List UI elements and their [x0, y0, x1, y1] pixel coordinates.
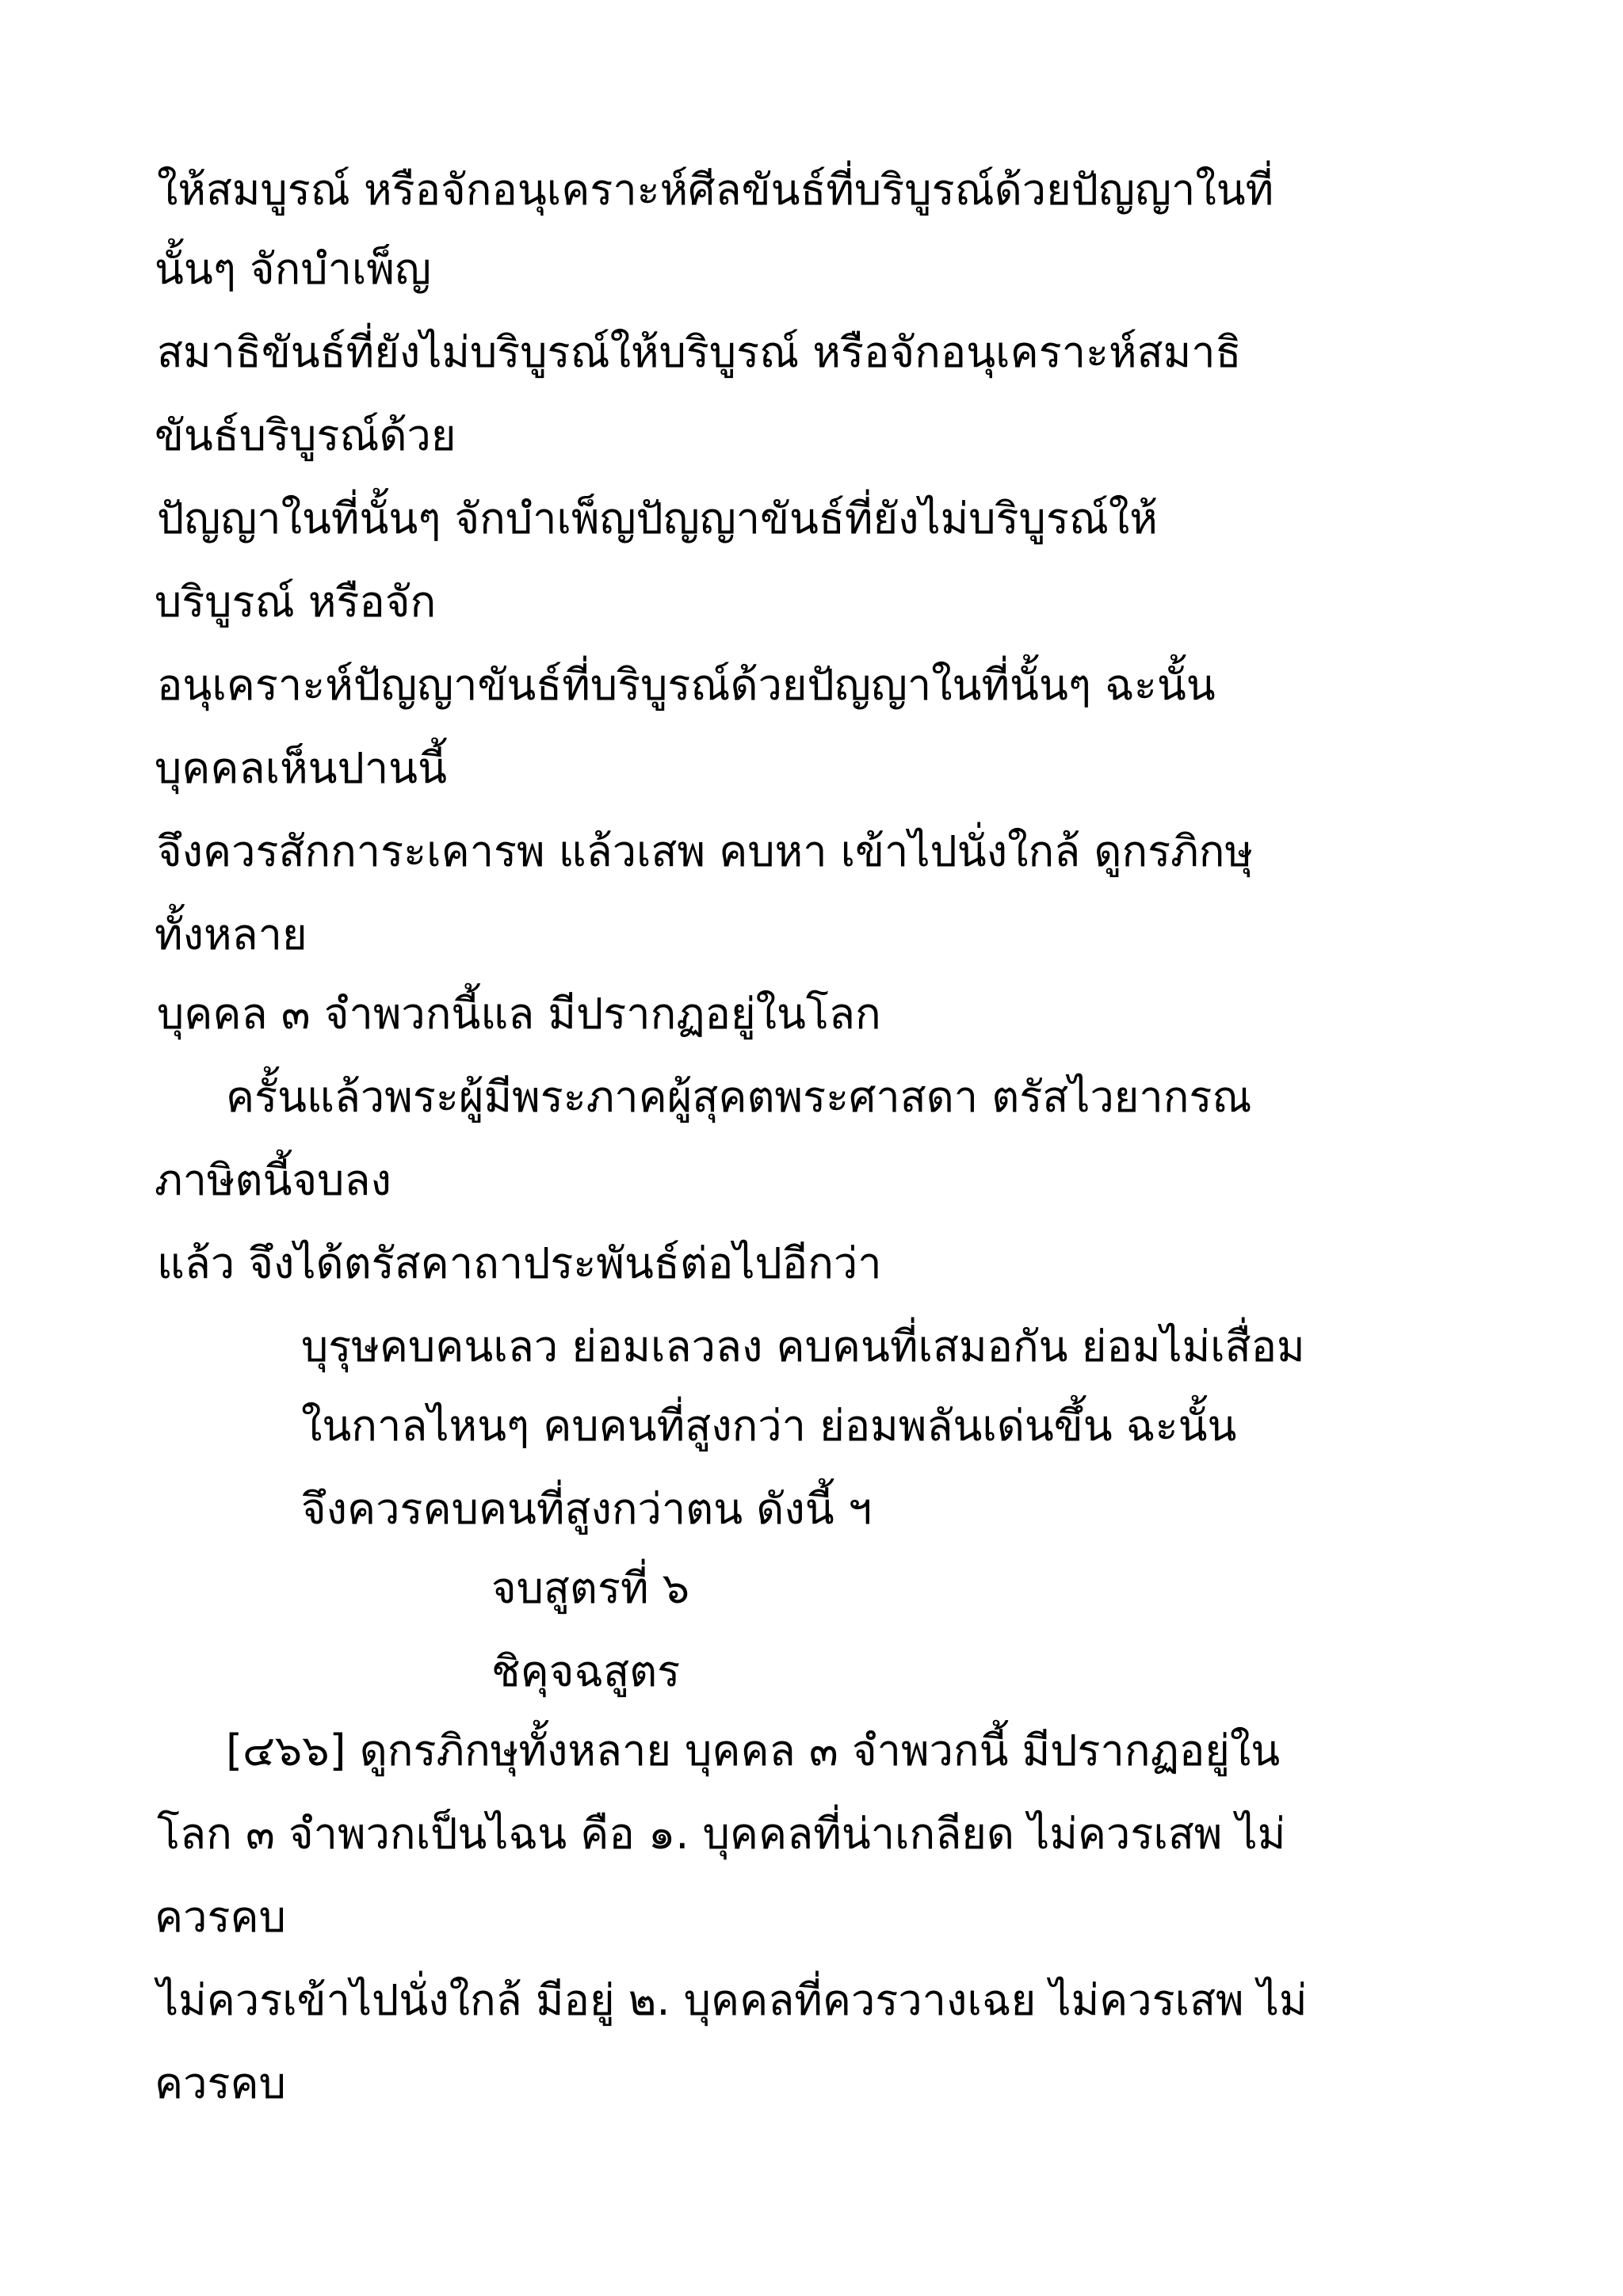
paragraph-line: ครั้นแล้วพระผู้มีพระภาคผู้สุคตพระศาสดา ตรัสไวยากรณ — [226, 1072, 1252, 1122]
text-line: สมาธิขันธ์ที่ยังไม่บริบูรณ์ให้บริบูรณ์ หรือจักอนุเคราะห์สมาธิ — [157, 327, 1242, 377]
text-line: ควรคบ — [155, 1892, 286, 1942]
text-line: แล้ว จึงได้ตรัสคาถาประพันธ์ต่อไปอีกว่า — [157, 1238, 882, 1288]
text-line: ขันธ์บริบูรณ์ด้วย — [155, 410, 456, 460]
text-line: บุคคล ๓ จำพวกนี้แล มีปรากฏอยู่ในโลก — [157, 989, 881, 1039]
text-line: ปัญญาในที่นั้นๆ จักบำเพ็ญปัญญาขันธ์ที่ยังไม่บริบูรณ์ให้ — [157, 494, 1158, 543]
paragraph-line: [๔๖๖] ดูกรภิกษุทั้งหลาย บุคคล ๓ จำพวกนี้ มีปรากฏอยู่ใน — [226, 1726, 1281, 1775]
sutta-title-heading: ชิคุจฉสูตร — [491, 1646, 681, 1696]
text-line: นั้นๆ จักบำเพ็ญ — [155, 244, 431, 294]
verse-line: จึงควรคบคนที่สูงกว่าตน ดังนี้ ฯ — [301, 1484, 873, 1534]
verse-line: ในกาลไหนๆ คบคนที่สูงกว่า ย่อมพลันเด่นขึ้น ฉะนั้น — [301, 1401, 1237, 1451]
verse-line: บุรุษคบคนเลว ย่อมเลวลง คบคนที่เสมอกัน ย่อมไม่เสื่อม — [301, 1322, 1305, 1371]
text-line: อนุเคราะห์ปัญญาขันธ์ที่บริบูรณ์ด้วยปัญญาในที่นั้นๆ ฉะนั้น — [157, 660, 1216, 710]
text-line: ภาษิตนี้จบลง — [155, 1155, 391, 1205]
text-line: โลก ๓ จำพวกเป็นไฉน คือ ๑. บุคคลที่น่าเกลียด ไม่ควรเสพ ไม่ — [157, 1809, 1286, 1859]
text-line: ให้สมบูรณ์ หรือจักอนุเคราะห์ศีลขันธ์ที่บริบูรณ์ด้วยปัญญาในที่ — [157, 165, 1274, 215]
text-line: บริบูรณ์ หรือจัก — [155, 577, 437, 627]
text-line: ทั้งหลาย — [155, 910, 307, 959]
text-line: ไม่ควรเข้าไปนั่งใกล้ มีอยู่ ๒. บุคคลที่ควรวางเฉย ไม่ควรเสพ ไม่ — [157, 1975, 1308, 2025]
text-line: จึงควรสักการะเคารพ แล้วเสพ คบหา เข้าไปนั่งใกล้ ดูกรภิกษุ — [157, 826, 1254, 876]
sutta-end-heading: จบสูตรที่ ๖ — [491, 1563, 689, 1613]
text-line: ควรคบ — [155, 2058, 286, 2108]
text-line: บุคคลเห็นปานนี้ — [155, 743, 448, 793]
